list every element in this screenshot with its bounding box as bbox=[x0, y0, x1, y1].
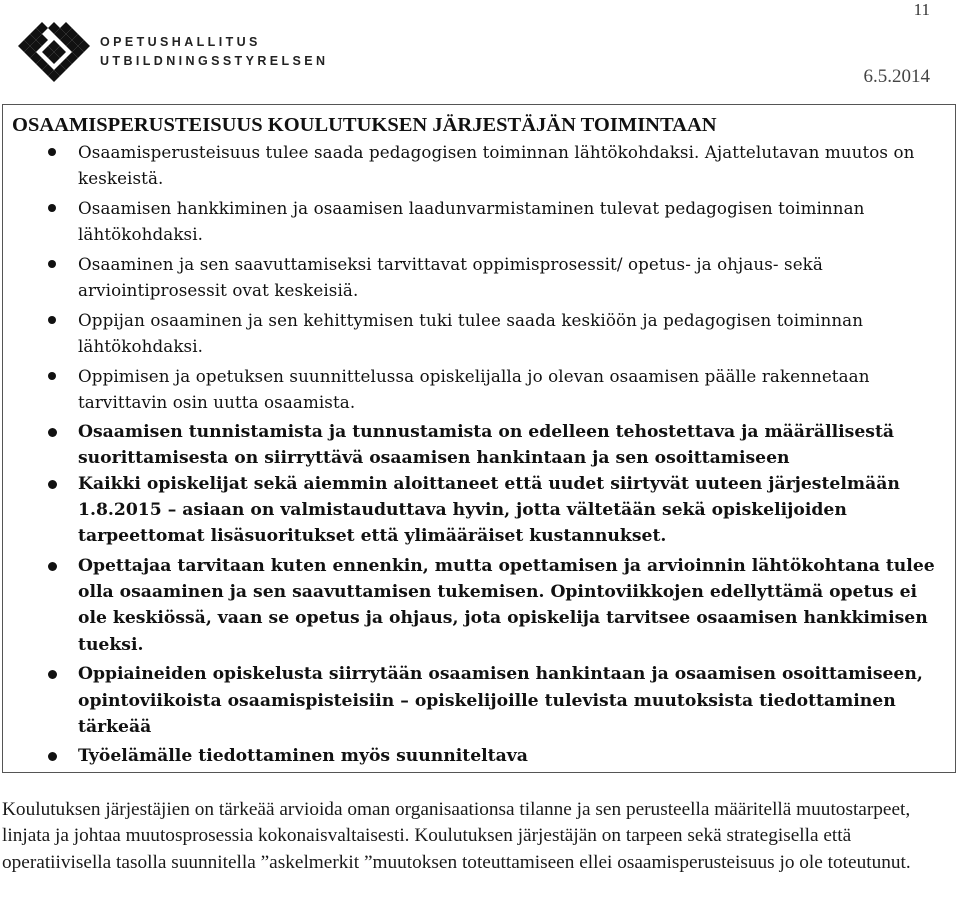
list-item-text: Kaikki opiskelijat sekä aiemmin aloittaneet että uudet siirtyvät uuteen järjestelmään 1.8.2015 – asiaan on valmistauduttava hyvin, jotta vältetään sekä opiskelijoiden tarpeettomat lisäsuoritukset että ylimääräiset kustannukset. bbox=[78, 473, 900, 547]
bullet-icon bbox=[48, 562, 57, 571]
footer-paragraph: Koulutuksen järjestäjien on tärkeää arvioida oman organisaationsa tilanne ja sen perusteella määritellä muutostarpeet, linjata ja johtaa muutosprosessia kokonaisvaltaisesti. Koulutuksen järjestäjän on tarpeen sekä strategisella että operatiivisella tasolla suunnitella ”askelmerkit ”muutoksen toteuttamiseen ellei osaamisperusteisuus jo ole toteutunut. bbox=[2, 799, 911, 873]
list-item bbox=[12, 363, 945, 415]
summary-box bbox=[2, 104, 956, 773]
list-item-text: Oppiaineiden opiskelusta siirrytään osaamisen hankintaan ja osaamisen osoittamiseen, opintoviikoista osaamispisteisiin – opiskelijoille tulevista muutoksista tiedottaminen tärkeää bbox=[78, 664, 923, 737]
list-item-text: Oppijan osaaminen ja sen kehittymisen tuki tulee saada keskiöön ja pedagogisen toiminnan lähtökohdaksi. bbox=[78, 309, 864, 356]
opetushallitus-logo bbox=[14, 20, 329, 82]
bullet-icon bbox=[48, 204, 56, 212]
document-date: 6.5.2014 bbox=[863, 66, 930, 87]
bullet-icon bbox=[48, 480, 57, 489]
list-item bbox=[12, 661, 945, 740]
diamond-logo-icon bbox=[14, 20, 94, 82]
bullet-icon bbox=[48, 372, 56, 380]
bullet-icon bbox=[48, 752, 57, 761]
list-item bbox=[12, 553, 945, 658]
list-item-text: Osaamisen hankkiminen ja osaamisen laadunvarmistaminen tulevat pedagogisen toiminnan lähtökohdaksi. bbox=[78, 197, 865, 245]
bullet-icon bbox=[48, 428, 57, 437]
list-item bbox=[12, 471, 945, 550]
logo-name-finnish: OPETUSHALLITUS bbox=[100, 35, 261, 49]
list-item bbox=[12, 251, 945, 303]
list-item-text: Osaaminen ja sen saavuttamiseksi tarvittavat oppimisprosessit/ opetus- ja ohjaus- sekä arviointiprosessit ovat keskeisiä. bbox=[78, 253, 823, 301]
list-item bbox=[12, 419, 945, 471]
page-number: 11 bbox=[913, 0, 930, 19]
bullet-icon bbox=[48, 260, 56, 268]
list-item bbox=[12, 307, 945, 359]
list-item bbox=[12, 139, 945, 191]
list-item bbox=[12, 743, 945, 769]
list-item-text: Opettajaa tarvitaan kuten ennenkin, mutta opettamisen ja arvioinnin lähtökohtana tulee olla osaaminen ja sen saavuttamisen tukemisen. Opintoviikkojen edellyttämä opetus ei ole keskiössä, vaan se opetus ja ohjaus, jota opiskelija tarvitsee osaamisen hankkimisen tueksi. bbox=[78, 556, 935, 655]
list-item-text: Osaamisperusteisuus tulee saada pedagogisen toiminnan lähtökohdaksi. Ajattelutavan muutos on keskeistä. bbox=[78, 142, 915, 189]
bullet-icon bbox=[48, 148, 56, 156]
list-item-text: Osaamisen tunnistamista ja tunnustamista on edelleen tehostettava ja määrällisestä suorittamisesta on siirryttävä osaamisen hankintaan ja sen osoittamiseen bbox=[78, 421, 895, 468]
logo-name-swedish: UTBILDNINGSSTYRELSEN bbox=[100, 54, 329, 68]
list-item-text: Työelämälle tiedottaminen myös suunniteltava bbox=[78, 746, 528, 767]
bullet-icon bbox=[48, 316, 56, 324]
bullet-list bbox=[12, 139, 945, 770]
list-item bbox=[12, 195, 945, 247]
bullet-icon bbox=[48, 670, 57, 679]
list-item-text: Oppimisen ja opetuksen suunnittelussa opiskelijalla jo olevan osaamisen päälle rakennetaan tarvittavin osin uutta osaamista. bbox=[78, 365, 870, 412]
box-title: OSAAMISPERUSTEISUUS KOULUTUKSEN JÄRJESTÄJÄN TOIMINTAAN bbox=[12, 114, 717, 136]
